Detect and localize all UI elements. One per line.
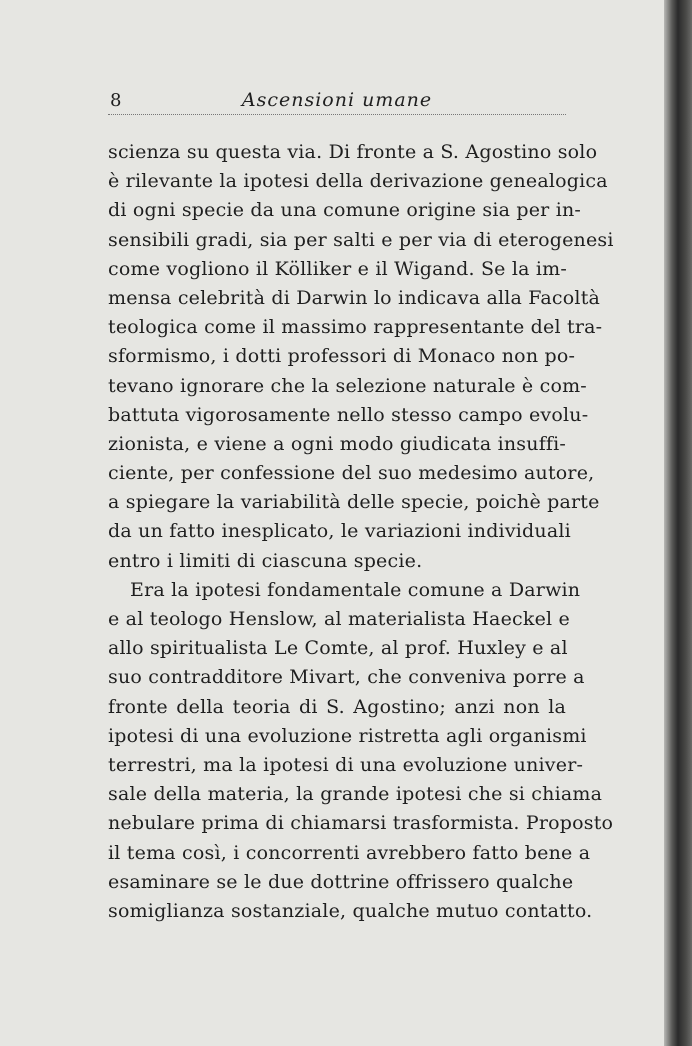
text-line: esaminare se le due dottrine offrissero qualche — [108, 870, 574, 893]
book-spine-shadow — [664, 0, 692, 1046]
paragraph-2 — [108, 576, 614, 926]
text-line: fronte della teoria di S. Agostino; anzi non la — [108, 695, 566, 718]
text-line: sformismo, i dotti professori di Monaco non po- — [108, 345, 576, 368]
text-line: ipotesi di una evoluzione ristretta agli organismi — [108, 724, 587, 747]
text-line: teologica come il massimo rappresentante del tra- — [108, 316, 603, 339]
text-line: battuta vigorosamente nello stesso campo evolu- — [108, 403, 589, 426]
text-line: e al teologo Henslow, al materialista Haeckel e — [108, 608, 570, 630]
text-line: scienza su questa via. Di fronte a S. Agostino solo — [108, 141, 598, 163]
body-text — [108, 138, 614, 926]
text-line: mensa celebrità di Darwin lo indicava alla Facoltà — [108, 286, 601, 309]
text-line: suo contradditore Mivart, che conveniva porre a — [108, 666, 585, 689]
text-line: somiglianza sostanziale, qualche mutuo contatto. — [108, 899, 593, 922]
text-line: è rilevante la ipotesi della derivazione genealogica — [108, 170, 608, 193]
text-line: sale della materia, la grande ipotesi che si chiama — [108, 783, 603, 806]
text-line: entro i limiti di ciascuna specie. — [108, 549, 423, 572]
paragraph-1 — [108, 138, 614, 576]
page-header — [108, 86, 566, 115]
text-line: allo spiritualista Le Comte, al prof. Huxley e al — [108, 637, 568, 660]
running-title: Ascensioni umane — [241, 89, 433, 111]
text-line: tevano ignorare che la selezione naturale è com- — [108, 374, 587, 397]
text-line: da un fatto inesplicato, le variazioni individuali — [108, 520, 571, 543]
text-line: Era la ipotesi fondamentale comune a Darwin — [130, 578, 581, 601]
text-line: terrestri, ma la ipotesi di una evoluzione univer- — [108, 753, 584, 776]
text-line: sensibili gradi, sia per salti e per via di eterogenesi — [108, 228, 614, 251]
text-line: ciente, per confessione del suo medesimo autore, — [108, 462, 595, 485]
page-number: 8 — [110, 90, 122, 111]
text-line: zionista, e viene a ogni modo giudicata insuffi- — [108, 432, 567, 455]
text-line: a spiegare la variabilità delle specie, poichè parte — [108, 491, 600, 514]
text-line: come vogliono il Kölliker e il Wigand. Se la im- — [108, 257, 568, 280]
text-line: il tema così, i concorrenti avrebbero fatto bene a — [108, 841, 591, 864]
text-line: di ogni specie da una comune origine sia per in- — [108, 199, 582, 222]
text-line: nebulare prima di chiamarsi trasformista. Proposto — [108, 812, 614, 835]
